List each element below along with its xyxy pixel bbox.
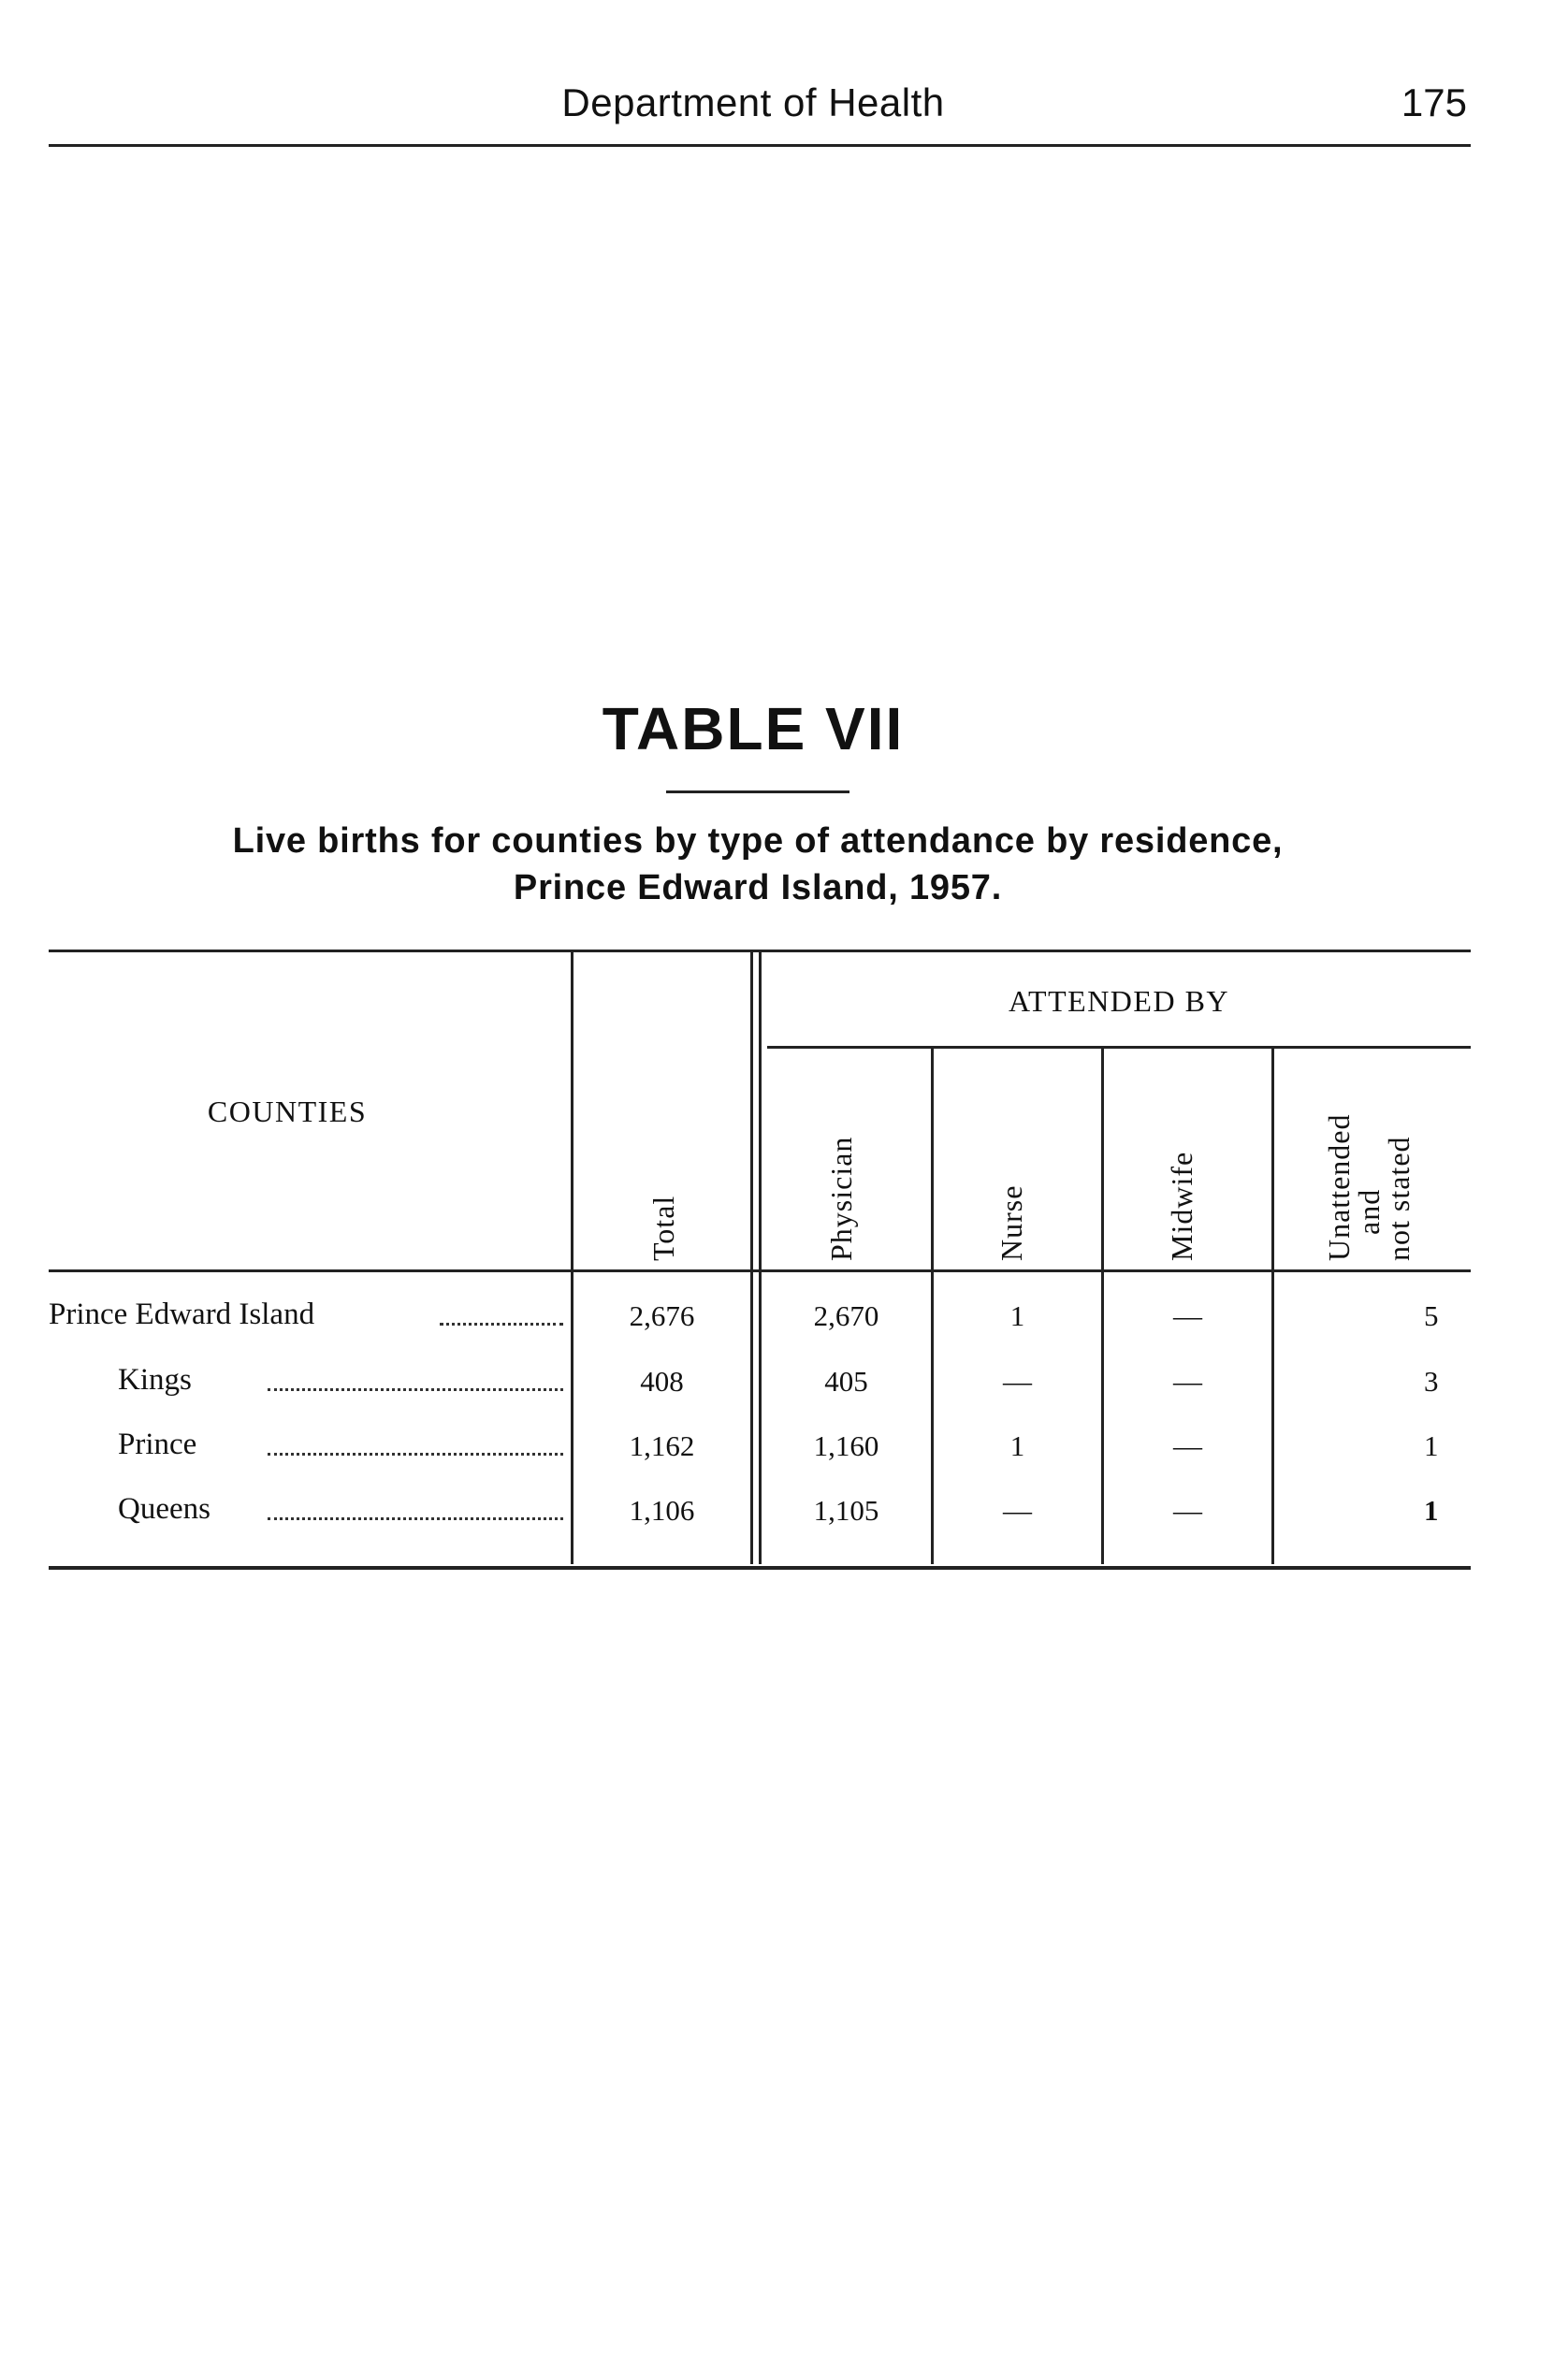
cell-unattended: 1	[1424, 1494, 1439, 1527]
cell-total: 408	[640, 1365, 684, 1398]
table-subtitle	[0, 818, 1516, 911]
cell-nurse: 1	[1009, 1429, 1025, 1462]
attended-by-rule	[767, 1046, 1471, 1049]
attended-by-header: ATTENDED BY	[1008, 984, 1230, 1018]
subtitle-line-1: Live births for counties by type of attendance by residence,	[232, 821, 1284, 861]
cell-total: 1,162	[629, 1429, 695, 1462]
cell-total: 1,106	[629, 1494, 695, 1527]
cell-total: 2,676	[629, 1299, 695, 1332]
running-title: Department of Health	[561, 80, 945, 124]
row-label-prince-edward-island: Prince Edward Island	[49, 1298, 315, 1331]
column-header-physician: Physician	[824, 1136, 858, 1261]
table-bottom-rule	[49, 1566, 1471, 1570]
cell-midwife: —	[1173, 1429, 1202, 1462]
cell-physician: 405	[824, 1365, 868, 1398]
row-leader	[268, 1517, 563, 1520]
cell-unattended: 1	[1424, 1429, 1439, 1462]
column-header-nurse: Nurse	[995, 1184, 1028, 1261]
row-leader	[268, 1388, 563, 1391]
cell-nurse: —	[1003, 1365, 1032, 1398]
row-label-prince: Prince	[118, 1428, 197, 1461]
column-header-unattended-line-1: Unattended	[1322, 1113, 1356, 1261]
table-title: TABLE VII	[602, 695, 905, 762]
total-physician-divider-2	[759, 952, 762, 1564]
column-header-midwife: Midwife	[1165, 1151, 1198, 1261]
column-header-unattended-line-2: and	[1352, 1188, 1386, 1235]
total-physician-divider-1	[750, 952, 753, 1564]
cell-physician: 1,160	[813, 1429, 879, 1462]
cell-nurse: —	[1003, 1494, 1032, 1527]
column-header-total: Total	[646, 1195, 680, 1261]
cell-physician: 1,105	[813, 1494, 879, 1527]
row-leader	[440, 1323, 563, 1326]
row-leader	[268, 1453, 563, 1456]
row-label-queens: Queens	[118, 1492, 211, 1526]
cell-physician: 2,670	[813, 1299, 879, 1332]
cell-midwife: —	[1173, 1299, 1202, 1332]
column-header-unattended-line-3: not stated	[1382, 1136, 1416, 1261]
counties-total-divider	[571, 952, 573, 1564]
title-rule	[666, 790, 849, 793]
cell-nurse: 1	[1009, 1299, 1025, 1332]
cell-midwife: —	[1173, 1365, 1202, 1398]
cell-midwife: —	[1173, 1494, 1202, 1527]
counties-header: COUNTIES	[207, 1095, 368, 1128]
header-rule	[49, 144, 1471, 147]
subtitle-line-2: Prince Edward Island, 1957.	[513, 868, 1003, 907]
row-label-kings: Kings	[118, 1363, 192, 1397]
cell-unattended: 5	[1424, 1299, 1439, 1332]
page-number: 175	[1401, 80, 1467, 124]
cell-unattended: 3	[1424, 1365, 1439, 1398]
